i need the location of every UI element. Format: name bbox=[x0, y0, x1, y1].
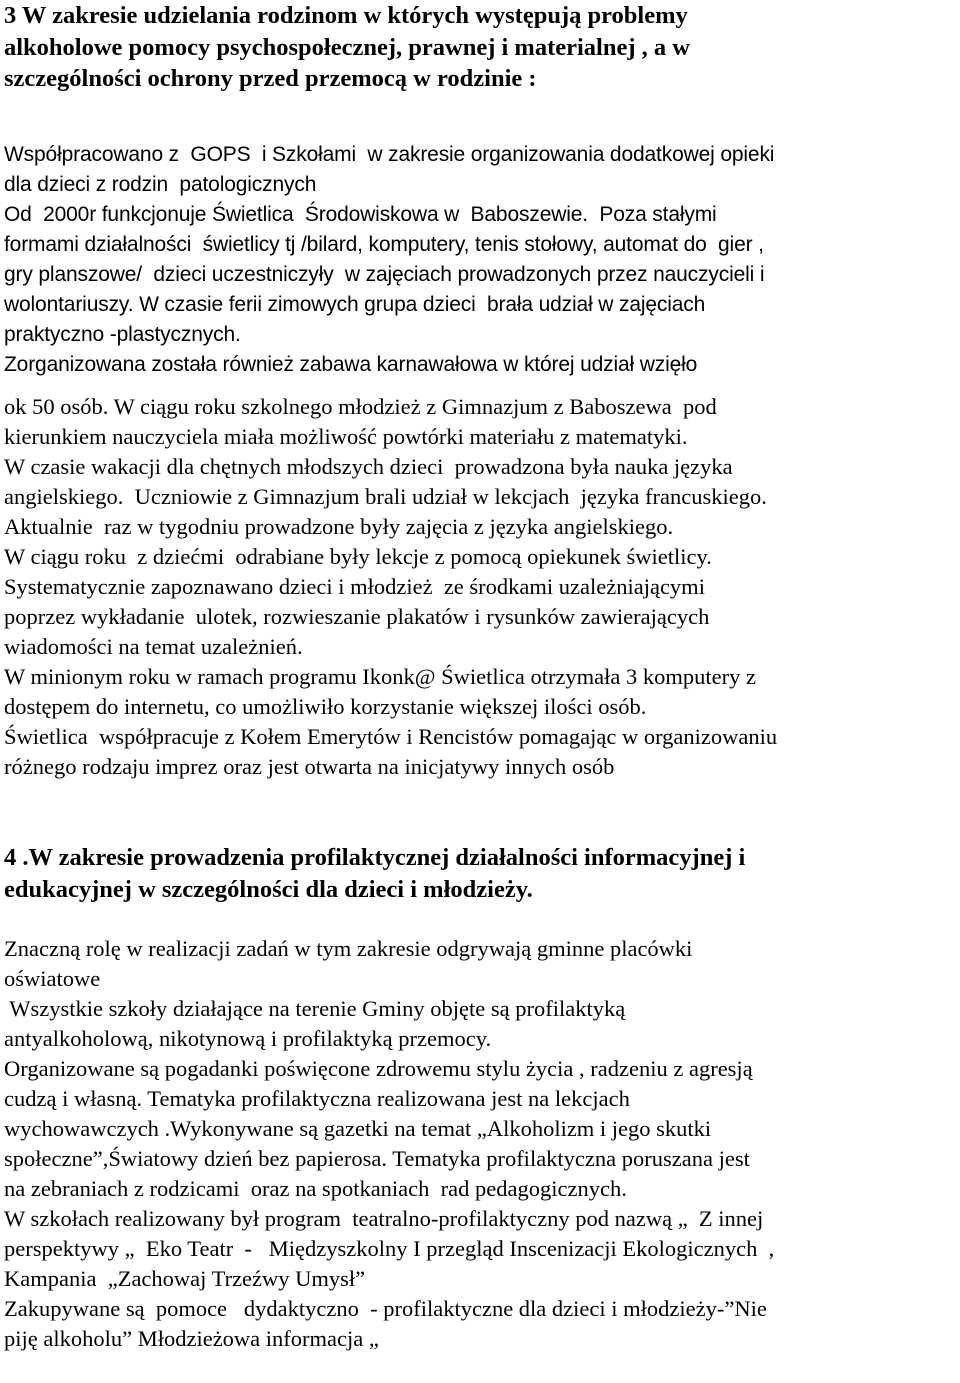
section-3-paragraph-b bbox=[4, 392, 777, 782]
text-line: cudzą i własną. Tematyka profilaktyczna realizowana jest na lekcjach bbox=[4, 1086, 630, 1111]
text-line: dla dzieci z rodzin patologicznych bbox=[4, 173, 317, 196]
heading-line: alkoholowe pomocy psychospołecznej, prawnej i materialnej , a w bbox=[4, 33, 690, 61]
text-line: W minionym roku w ramach programu Ikonk@ Świetlica otrzymała 3 komputery z bbox=[4, 664, 756, 689]
text-line: oświatowe bbox=[4, 966, 101, 991]
text-line: Zorganizowana została również zabawa karnawałowa w której udział wzięło bbox=[4, 353, 698, 376]
text-line: różnego rodzaju imprez oraz jest otwarta na inicjatywy innych osób bbox=[4, 754, 615, 779]
text-line: gry planszowe/ dzieci uczestniczyły w zajęciach prowadzonych przez nauczycieli i bbox=[4, 263, 765, 286]
text-line: Wszystkie szkoły działające na terenie Gminy objęte są profilaktyką bbox=[4, 996, 626, 1021]
section-4-heading bbox=[4, 842, 745, 905]
text-line: praktyczno -plastycznych. bbox=[4, 323, 241, 346]
text-line: na zebraniach z rodzicami oraz na spotkaniach rad pedagogicznych. bbox=[4, 1176, 627, 1201]
heading-line: szczególności ochrony przed przemocą w rodzinie : bbox=[4, 65, 537, 92]
text-line: kierunkiem nauczyciela miała możliwość powtórki materiału z matematyki. bbox=[4, 424, 688, 449]
text-line: wolontariuszy. W czasie ferii zimowych grupa dzieci brała udział w zajęciach bbox=[4, 293, 706, 316]
text-line: społeczne”,Światowy dzień bez papierosa. Tematyka profilaktyczna poruszana jest bbox=[4, 1146, 750, 1171]
text-line: Świetlica współpracuje z Kołem Emerytów i Rencistów pomagając w organizowaniu bbox=[4, 724, 778, 749]
text-line: wiadomości na temat uzależnień. bbox=[4, 634, 303, 659]
text-line: Znaczną rolę w realizacji zadań w tym zakresie odgrywają gminne placówki bbox=[4, 936, 693, 961]
text-line: dostępem do internetu, co umożliwiło korzystanie większej ilości osób. bbox=[4, 694, 647, 719]
text-line: W szkołach realizowany był program teatralno-profilaktyczny pod nazwą „ Z innej bbox=[4, 1206, 764, 1231]
text-line: Organizowane są pogadanki poświęcone zdrowemu stylu życia , radzeniu z agresją bbox=[4, 1056, 753, 1081]
text-line: Systematycznie zapoznawano dzieci i młodzież ze środkami uzależniającymi bbox=[4, 574, 705, 599]
heading-line: 3 W zakresie udzielania rodzinom w których występują problemy bbox=[4, 2, 688, 29]
section-4-paragraph bbox=[4, 934, 774, 1354]
text-line: poprzez wykładanie ulotek, rozwieszanie plakatów i rysunków zawierających bbox=[4, 604, 710, 629]
text-line: wychowawczych .Wykonywane są gazetki na temat „Alkoholizm i jego skutki bbox=[4, 1116, 712, 1141]
text-line: Zakupywane są pomoce dydaktyczno - profilaktyczne dla dzieci i młodzieży-”Nie bbox=[4, 1296, 767, 1321]
heading-line: edukacyjnej w szczególności dla dzieci i młodzieży. bbox=[4, 875, 533, 903]
text-line: Aktualnie raz w tygodniu prowadzone były zajęcia z języka angielskiego. bbox=[4, 514, 674, 539]
text-line: antyalkoholową, nikotynową i profilaktyką przemocy. bbox=[4, 1026, 492, 1051]
section-3-paragraph-a bbox=[4, 140, 774, 380]
text-line: angielskiego. Uczniowie z Gimnazjum brali udział w lekcjach języka francuskiego. bbox=[4, 484, 767, 509]
text-line: ok 50 osób. W ciągu roku szkolnego młodzież z Gimnazjum z Baboszewa pod bbox=[4, 394, 717, 419]
text-line: perspektywy „ Eko Teatr - Międzyszkolny I przegląd Inscenizacji Ekologicznych , bbox=[4, 1236, 775, 1261]
text-line: Współpracowano z GOPS i Szkołami w zakresie organizowania dodatkowej opieki bbox=[4, 143, 775, 166]
text-line: piję alkoholu” Młodzieżowa informacja „ bbox=[4, 1326, 379, 1351]
heading-line: 4 .W zakresie prowadzenia profilaktycznej działalności informacyjnej i bbox=[4, 844, 746, 871]
text-line: W czasie wakacji dla chętnych młodszych dzieci prowadzona była nauka języka bbox=[4, 454, 733, 479]
text-line: W ciągu roku z dziećmi odrabiane były lekcje z pomocą opiekunek świetlicy. bbox=[4, 544, 712, 569]
text-line: formami działalności świetlicy tj /bilard, komputery, tenis stołowy, automat do gier , bbox=[4, 233, 764, 256]
section-3-heading bbox=[4, 0, 690, 95]
text-line: Kampania „Zachowaj Trzeźwy Umysł” bbox=[4, 1266, 366, 1291]
text-line: Od 2000r funkcjonuje Świetlica Środowiskowa w Baboszewie. Poza stałymi bbox=[4, 203, 717, 226]
